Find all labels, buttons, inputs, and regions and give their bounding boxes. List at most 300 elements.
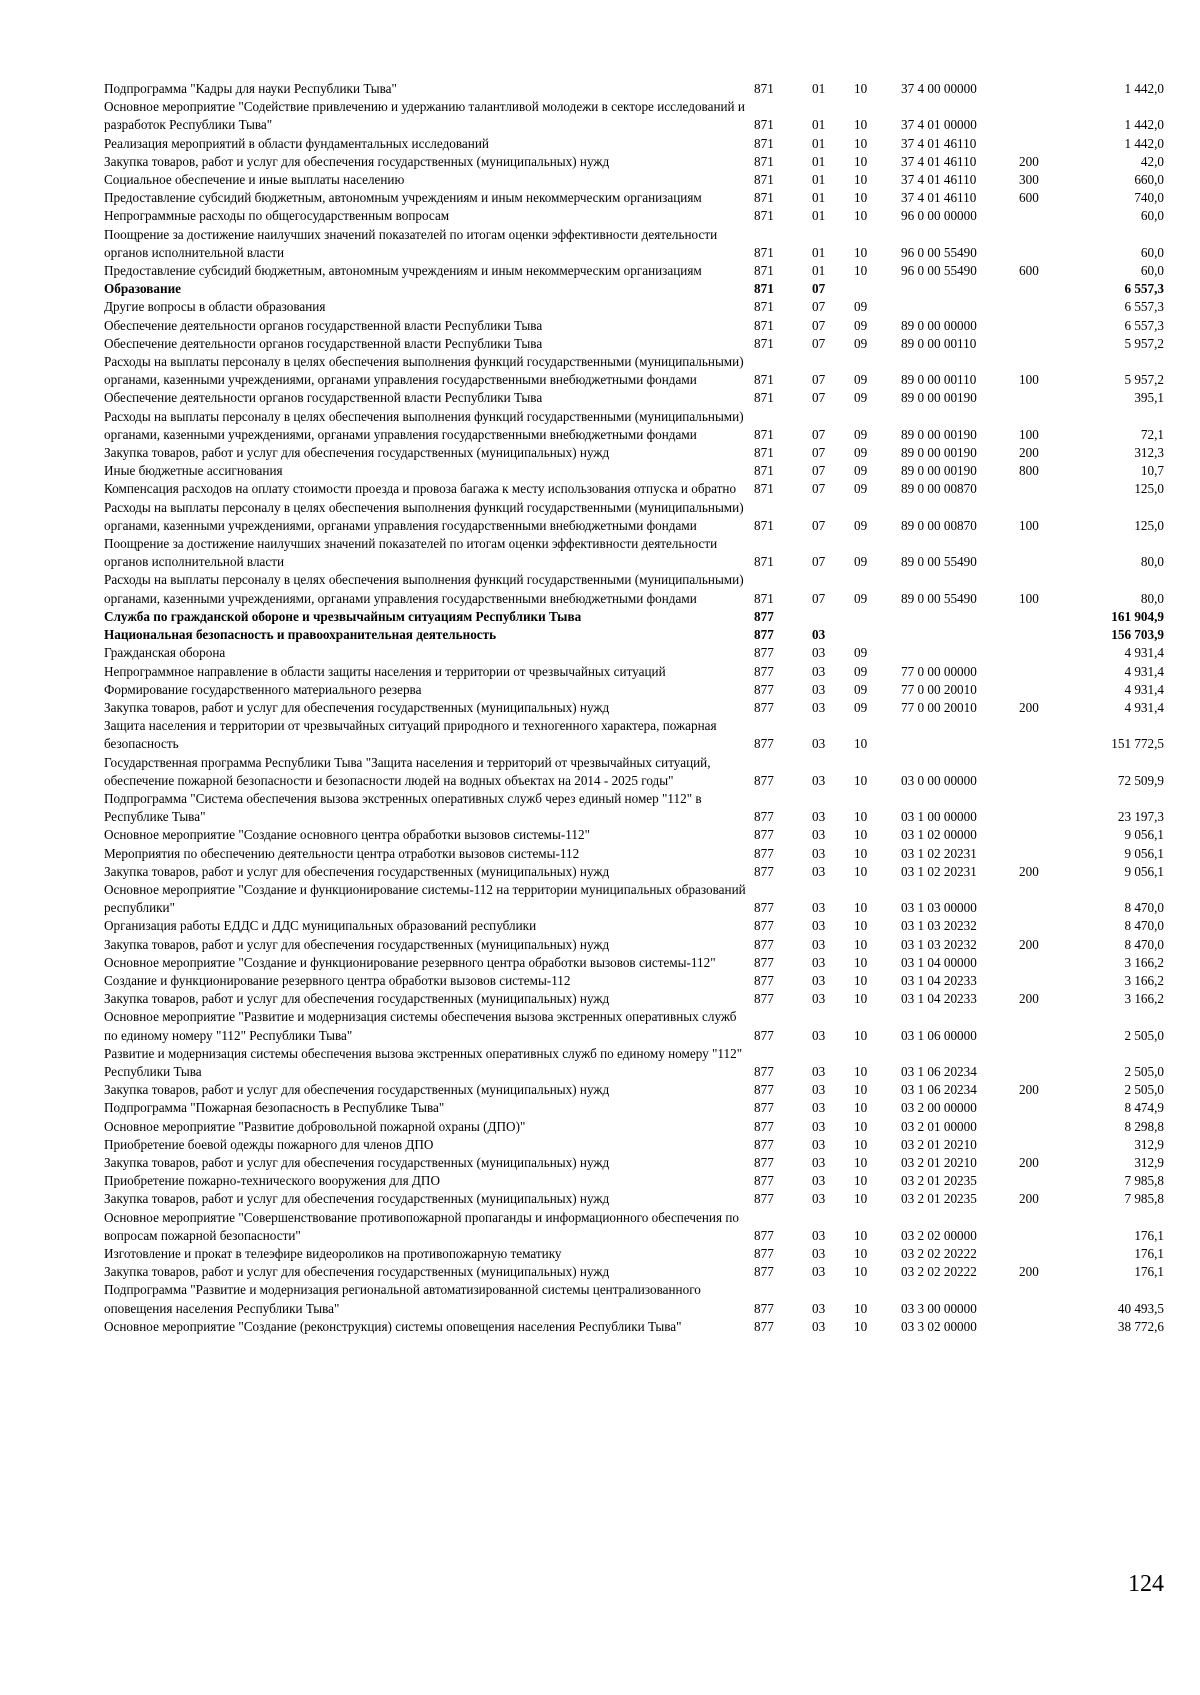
row-subsection-code: 10 — [854, 1318, 868, 1334]
row-ministry-code: 871 — [754, 590, 774, 606]
row-expense-type — [1019, 1318, 1069, 1336]
row-subsection-code: 09 — [854, 681, 868, 697]
row-section-code: 01 — [812, 190, 826, 206]
row-ministry-code: 871 — [754, 481, 774, 497]
row-amount: 151 772,5 — [1111, 736, 1164, 752]
row-ministry-code: 877 — [754, 900, 774, 916]
row-target-code — [901, 298, 1019, 316]
row-target-code: 03 2 01 00000 — [901, 1118, 977, 1134]
row-section-code: 03 — [812, 809, 826, 825]
table-row — [104, 335, 1164, 353]
row-expense-type: 200 — [1019, 445, 1039, 461]
row-target-code: 03 1 04 20233 — [901, 991, 977, 1007]
table-row — [104, 480, 1164, 498]
row-ministry-code: 877 — [754, 1063, 774, 1079]
row-name: Приобретение боевой одежды пожарного для членов ДПО — [104, 1136, 434, 1152]
row-amount: 72 509,9 — [1117, 772, 1164, 788]
row-target-code: 03 3 00 00000 — [901, 1300, 977, 1316]
row-expense-type — [1019, 681, 1069, 699]
row-section-code: 03 — [812, 1082, 826, 1098]
row-name: Служба по гражданской обороне и чрезвычайным ситуациям Республики Тыва — [104, 608, 582, 624]
row-subsection-code: 10 — [854, 736, 868, 752]
row-expense-type: 200 — [1019, 153, 1039, 169]
row-target-code: 96 0 00 55490 — [901, 244, 977, 260]
row-subsection-code: 09 — [854, 645, 868, 661]
table-row — [104, 80, 1164, 98]
row-target-code: 89 0 00 00870 — [901, 481, 977, 497]
row-section-code: 03 — [812, 1136, 826, 1152]
row-name: Основное мероприятие "Создание (реконструкция) системы оповещения населения Республики Тыва" — [104, 1318, 682, 1334]
row-ministry-code: 877 — [754, 699, 774, 715]
row-name: Реализация мероприятий в области фундаментальных исследований — [104, 135, 489, 151]
row-target-code: 37 4 00 00000 — [901, 81, 977, 96]
row-expense-type — [1019, 972, 1069, 990]
row-ministry-code: 877 — [754, 1191, 774, 1207]
row-name: Основное мероприятие "Создание основного центра обработки вызовов системы-112" — [104, 827, 590, 843]
row-target-code: 03 2 02 20222 — [901, 1246, 977, 1261]
table-row — [104, 317, 1164, 335]
table-row — [104, 863, 1164, 881]
row-name: Основное мероприятие "Содействие привлечению и удержанию талантливой молодежи в секторе исследований и разработок Республики Тыва" — [104, 99, 745, 133]
row-name: Закупка товаров, работ и услуг для обеспечения государственных (муниципальных) нужд — [104, 1154, 610, 1170]
row-expense-type — [1019, 80, 1069, 98]
row-name: Подпрограмма "Система обеспечения вызова экстренных оперативных служб через единый номер "112" в Республике Тыва" — [104, 790, 702, 825]
row-section-code: 01 — [812, 263, 826, 279]
row-expense-type — [1019, 754, 1069, 790]
row-expense-type — [1019, 1099, 1069, 1117]
table-row — [104, 1281, 1164, 1317]
row-section-code: 03 — [812, 845, 826, 861]
row-target-code: 03 1 02 00000 — [901, 827, 977, 843]
row-target-code: 89 0 00 55490 — [901, 590, 977, 606]
row-subsection-code: 09 — [854, 390, 868, 406]
row-expense-type — [1019, 954, 1069, 972]
row-amount: 3 166,2 — [1124, 954, 1164, 970]
row-subsection-code: 10 — [854, 1118, 868, 1134]
row-target-code: 03 2 02 20222 — [901, 1264, 977, 1280]
row-ministry-code: 877 — [754, 1246, 774, 1261]
row-ministry-code: 871 — [754, 317, 774, 333]
row-ministry-code: 877 — [754, 1154, 774, 1170]
row-section-code: 03 — [812, 1246, 826, 1261]
row-expense-type — [1019, 1209, 1069, 1245]
page-number: 124 — [1128, 1571, 1164, 1597]
table-row — [104, 845, 1164, 863]
row-amount: 6 557,3 — [1124, 299, 1164, 315]
row-ministry-code: 877 — [754, 936, 774, 952]
table-row — [104, 462, 1164, 480]
table-row — [104, 1245, 1164, 1263]
row-amount: 40 493,5 — [1117, 1300, 1164, 1316]
row-amount: 4 931,4 — [1124, 663, 1164, 679]
row-ministry-code: 877 — [754, 1136, 774, 1152]
row-target-code: 03 2 01 20235 — [901, 1191, 977, 1207]
table-row — [104, 1118, 1164, 1136]
row-ministry-code: 871 — [754, 263, 774, 279]
row-section-code: 07 — [812, 517, 826, 533]
row-subsection-code: 10 — [854, 244, 868, 260]
row-name: Социальное обеспечение и иные выплаты населению — [104, 172, 405, 188]
table-row — [104, 663, 1164, 681]
row-amount: 1 442,0 — [1124, 81, 1164, 96]
row-section-code: 07 — [812, 281, 826, 297]
table-row — [104, 826, 1164, 844]
row-subsection-code: 09 — [854, 699, 868, 715]
row-name: Предоставление субсидий бюджетным, автономным учреждениям и иным некоммерческим организациям — [104, 263, 702, 279]
row-name: Основное мероприятие "Развитие добровольной пожарной охраны (ДПО)" — [104, 1118, 526, 1134]
row-expense-type: 600 — [1019, 263, 1039, 279]
row-ministry-code: 871 — [754, 517, 774, 533]
row-section-code: 03 — [812, 918, 826, 934]
row-amount: 161 904,9 — [1111, 608, 1164, 624]
row-amount: 125,0 — [1134, 517, 1164, 533]
row-amount: 80,0 — [1140, 590, 1164, 606]
row-subsection-code: 09 — [854, 663, 868, 679]
row-subsection-code: 10 — [854, 1264, 868, 1280]
row-subsection-code: 10 — [854, 991, 868, 1007]
row-target-code: 89 0 00 55490 — [901, 554, 977, 570]
row-target-code: 03 1 04 20233 — [901, 972, 977, 988]
row-target-code: 77 0 00 20010 — [901, 699, 977, 715]
row-target-code — [901, 608, 1019, 626]
row-expense-type — [1019, 207, 1069, 225]
row-section-code: 03 — [812, 954, 826, 970]
row-ministry-code: 871 — [754, 372, 774, 388]
row-subsection-code — [854, 280, 901, 298]
row-target-code: 03 2 01 20210 — [901, 1154, 977, 1170]
row-section-code: 03 — [812, 772, 826, 788]
row-ministry-code: 871 — [754, 117, 774, 133]
row-subsection-code: 10 — [854, 1191, 868, 1207]
row-expense-type: 200 — [1019, 991, 1039, 1007]
row-ministry-code: 871 — [754, 299, 774, 315]
row-section-code: 07 — [812, 390, 826, 406]
row-target-code: 37 4 01 00000 — [901, 117, 977, 133]
row-section-code: 03 — [812, 936, 826, 952]
row-target-code — [901, 280, 1019, 298]
row-ministry-code: 871 — [754, 208, 774, 224]
row-name: Подпрограмма "Пожарная безопасность в Республике Тыва" — [104, 1100, 445, 1116]
row-section-code: 03 — [812, 681, 826, 697]
table-row — [104, 280, 1164, 298]
table-row — [104, 207, 1164, 225]
table-row — [104, 717, 1164, 753]
row-ministry-code: 877 — [754, 809, 774, 825]
row-section-code: 07 — [812, 554, 826, 570]
row-target-code: 96 0 00 00000 — [901, 208, 977, 224]
row-name: Создание и функционирование резервного центра обработки вызовов системы-112 — [104, 972, 571, 988]
row-amount: 5 957,2 — [1124, 335, 1164, 351]
row-subsection-code: 09 — [854, 426, 868, 442]
row-name: Непрограммные расходы по общегосударственным вопросам — [104, 208, 450, 224]
row-expense-type — [1019, 663, 1069, 681]
row-target-code: 03 1 06 20234 — [901, 1082, 977, 1098]
row-expense-type: 200 — [1019, 1154, 1039, 1170]
row-target-code: 77 0 00 20010 — [901, 681, 977, 697]
row-expense-type: 200 — [1019, 1264, 1039, 1280]
row-amount: 60,0 — [1140, 244, 1164, 260]
row-section-code: 01 — [812, 135, 826, 151]
row-subsection-code: 09 — [854, 590, 868, 606]
row-ministry-code: 871 — [754, 244, 774, 260]
row-name: Другие вопросы в области образования — [104, 299, 326, 315]
table-row — [104, 298, 1164, 316]
table-row — [104, 608, 1164, 626]
row-expense-type — [1019, 1118, 1069, 1136]
row-expense-type — [1019, 298, 1069, 316]
row-section-code: 03 — [812, 645, 826, 661]
row-name: Приобретение пожарно-технического вооружения для ДПО — [104, 1173, 440, 1189]
row-subsection-code: 10 — [854, 81, 868, 96]
row-section-code — [812, 608, 854, 626]
row-amount: 60,0 — [1140, 208, 1164, 224]
row-name: Обеспечение деятельности органов государственной власти Республики Тыва — [104, 335, 543, 351]
row-ministry-code: 877 — [754, 1100, 774, 1116]
row-ministry-code: 871 — [754, 463, 774, 479]
row-ministry-code: 877 — [754, 954, 774, 970]
row-subsection-code: 10 — [854, 1063, 868, 1079]
row-ministry-code: 871 — [754, 554, 774, 570]
row-section-code: 03 — [812, 1027, 826, 1043]
table-row — [104, 754, 1164, 790]
row-subsection-code: 10 — [854, 1082, 868, 1098]
row-amount: 2 505,0 — [1124, 1063, 1164, 1079]
row-amount: 125,0 — [1134, 481, 1164, 497]
row-expense-type: 100 — [1019, 517, 1039, 533]
row-ministry-code: 877 — [754, 991, 774, 1007]
row-subsection-code: 09 — [854, 299, 868, 315]
row-section-code: 07 — [812, 463, 826, 479]
table-row — [104, 389, 1164, 407]
row-name: Государственная программа Республики Тыва "Защита населения и территорий от чрезвычайных ситуаций, обеспечение пожарной безопасности и безопасности людей на водных объектах на 2014 - 2025 годы" — [104, 754, 711, 788]
row-target-code: 03 1 02 20231 — [901, 845, 977, 861]
row-ministry-code: 877 — [754, 972, 774, 988]
row-subsection-code: 10 — [854, 190, 868, 206]
row-amount: 23 197,3 — [1117, 809, 1164, 825]
row-amount: 42,0 — [1140, 153, 1164, 169]
row-section-code: 07 — [812, 426, 826, 442]
row-amount: 3 166,2 — [1124, 991, 1164, 1007]
row-name: Основное мероприятие "Создание и функционирование резервного центра обработки вызовов системы-112" — [104, 954, 716, 970]
row-section-code: 03 — [812, 827, 826, 843]
table-row — [104, 1209, 1164, 1245]
row-ministry-code: 871 — [754, 135, 774, 151]
budget-table — [104, 80, 1164, 1336]
row-expense-type: 200 — [1019, 699, 1039, 715]
row-amount: 156 703,9 — [1111, 627, 1164, 643]
row-expense-type: 300 — [1019, 172, 1039, 188]
row-subsection-code: 10 — [854, 1136, 868, 1152]
row-name: Мероприятия по обеспечению деятельности центра отработки вызовов системы-112 — [104, 845, 580, 861]
row-target-code: 03 2 01 20235 — [901, 1173, 977, 1189]
row-section-code: 03 — [812, 1191, 826, 1207]
row-name: Непрограммное направление в области защиты населения и территории от чрезвычайных ситуаций — [104, 663, 666, 679]
row-target-code — [901, 717, 1019, 753]
row-name: Расходы на выплаты персоналу в целях обеспечения выполнения функций государственными (муниципальными) органами, казенными учреждениями, органами управления государственными внебюджетными фондами — [104, 408, 744, 442]
row-name: Закупка товаров, работ и услуг для обеспечения государственных (муниципальных) нужд — [104, 1191, 610, 1207]
row-amount: 8 470,0 — [1124, 936, 1164, 952]
row-name: Поощрение за достижение наилучших значений показателей по итогам оценки эффективности деятельности органов исполнительной власти — [104, 536, 718, 570]
row-ministry-code: 877 — [754, 1264, 774, 1280]
table-row — [104, 499, 1164, 535]
row-subsection-code: 09 — [854, 481, 868, 497]
row-target-code — [901, 626, 1019, 644]
row-amount: 4 931,4 — [1124, 699, 1164, 715]
row-expense-type — [1019, 1281, 1069, 1317]
row-expense-type — [1019, 790, 1069, 826]
row-subsection-code: 09 — [854, 317, 868, 333]
row-target-code: 03 1 04 00000 — [901, 954, 977, 970]
row-ministry-code: 877 — [754, 772, 774, 788]
table-row — [104, 790, 1164, 826]
row-name: Закупка товаров, работ и услуг для обеспечения государственных (муниципальных) нужд — [104, 1082, 610, 1098]
row-expense-type: 800 — [1019, 463, 1039, 479]
row-ministry-code: 871 — [754, 153, 774, 169]
row-section-code: 01 — [812, 244, 826, 260]
row-subsection-code: 10 — [854, 900, 868, 916]
row-target-code: 89 0 00 00110 — [901, 372, 977, 388]
row-subsection-code: 10 — [854, 1154, 868, 1170]
row-name: Основное мероприятие "Совершенствование противопожарной пропаганды и информационного обеспечения по вопросам пожарной безопасности" — [104, 1209, 740, 1243]
row-amount: 8 298,8 — [1124, 1118, 1164, 1134]
row-target-code: 89 0 00 00000 — [901, 317, 977, 333]
row-target-code: 03 0 00 00000 — [901, 772, 977, 788]
row-amount: 176,1 — [1134, 1246, 1164, 1261]
row-subsection-code: 09 — [854, 463, 868, 479]
row-subsection-code: 10 — [854, 135, 868, 151]
row-subsection-code: 10 — [854, 1227, 868, 1243]
table-row — [104, 444, 1164, 462]
table-row — [104, 681, 1164, 699]
table-row — [104, 1154, 1164, 1172]
row-section-code: 01 — [812, 153, 826, 169]
row-section-code: 01 — [812, 117, 826, 133]
row-subsection-code: 09 — [854, 372, 868, 388]
row-section-code: 03 — [812, 736, 826, 752]
row-expense-type — [1019, 535, 1069, 571]
row-name: Закупка товаров, работ и услуг для обеспечения государственных (муниципальных) нужд — [104, 991, 610, 1007]
table-row — [104, 936, 1164, 954]
row-ministry-code: 877 — [754, 736, 774, 752]
row-target-code: 37 4 01 46110 — [901, 153, 977, 169]
table-row — [104, 262, 1164, 280]
row-amount: 8 470,0 — [1124, 918, 1164, 934]
row-subsection-code: 10 — [854, 972, 868, 988]
row-expense-type: 200 — [1019, 1082, 1039, 1098]
row-expense-type — [1019, 608, 1069, 626]
row-name: Закупка товаров, работ и услуг для обеспечения государственных (муниципальных) нужд — [104, 153, 610, 169]
row-ministry-code: 877 — [754, 1082, 774, 1098]
row-subsection-code: 10 — [854, 1100, 868, 1116]
table-row — [104, 1263, 1164, 1281]
row-target-code: 03 3 02 00000 — [901, 1318, 977, 1334]
row-section-code: 07 — [812, 335, 826, 351]
row-name: Обеспечение деятельности органов государственной власти Республики Тыва — [104, 390, 543, 406]
row-expense-type — [1019, 1045, 1069, 1081]
row-section-code: 01 — [812, 208, 826, 224]
row-expense-type: 100 — [1019, 372, 1039, 388]
row-ministry-code: 877 — [754, 1227, 774, 1243]
row-ministry-code: 877 — [754, 1118, 774, 1134]
row-amount: 2 505,0 — [1124, 1027, 1164, 1043]
row-name: Поощрение за достижение наилучших значений показателей по итогам оценки эффективности деятельности органов исполнительной власти — [104, 226, 718, 260]
row-name: Обеспечение деятельности органов государственной власти Республики Тыва — [104, 317, 543, 333]
table-row — [104, 1008, 1164, 1044]
row-target-code: 89 0 00 00870 — [901, 517, 977, 533]
table-row — [104, 1172, 1164, 1190]
row-name: Закупка товаров, работ и услуг для обеспечения государственных (муниципальных) нужд — [104, 936, 610, 952]
row-subsection-code: 10 — [854, 1027, 868, 1043]
row-ministry-code: 877 — [754, 645, 774, 661]
budget-table-body — [104, 80, 1164, 1336]
row-expense-type — [1019, 845, 1069, 863]
table-row — [104, 98, 1164, 134]
table-row — [104, 881, 1164, 917]
row-expense-type: 100 — [1019, 590, 1039, 606]
table-row — [104, 917, 1164, 935]
row-subsection-code: 10 — [854, 1173, 868, 1189]
row-amount: 38 772,6 — [1117, 1318, 1164, 1334]
row-ministry-code: 877 — [754, 1027, 774, 1043]
row-amount: 176,1 — [1134, 1264, 1164, 1280]
row-subsection-code: 09 — [854, 517, 868, 533]
row-amount: 4 931,4 — [1124, 681, 1164, 697]
row-target-code: 89 0 00 00190 — [901, 426, 977, 442]
row-amount: 5 957,2 — [1124, 372, 1164, 388]
row-target-code: 89 0 00 00110 — [901, 335, 977, 351]
row-section-code: 03 — [812, 1173, 826, 1189]
row-name: Образование — [104, 281, 182, 297]
row-target-code: 03 1 02 20231 — [901, 863, 977, 879]
row-name: Гражданская оборона — [104, 645, 226, 661]
table-row — [104, 990, 1164, 1008]
row-section-code: 03 — [812, 1264, 826, 1280]
row-amount: 6 557,3 — [1124, 281, 1164, 297]
table-row — [104, 171, 1164, 189]
table-row — [104, 535, 1164, 571]
row-target-code: 03 2 01 20210 — [901, 1136, 977, 1152]
row-amount: 395,1 — [1134, 390, 1164, 406]
row-subsection-code: 10 — [854, 263, 868, 279]
table-row — [104, 408, 1164, 444]
row-target-code: 77 0 00 00000 — [901, 663, 977, 679]
table-row — [104, 1099, 1164, 1117]
row-expense-type: 600 — [1019, 190, 1039, 206]
row-name: Расходы на выплаты персоналу в целях обеспечения выполнения функций государственными (муниципальными) органами, казенными учреждениями, органами управления государственными внебюджетными фондами — [104, 499, 744, 533]
row-name: Основное мероприятие "Развитие и модернизация системы обеспечения вызова экстренных оперативных служб по единому номеру "112" Республики Тыва" — [104, 1009, 737, 1043]
row-subsection-code: 10 — [854, 954, 868, 970]
row-name: Предоставление субсидий бюджетным, автономным учреждениям и иным некоммерческим организациям — [104, 190, 702, 206]
row-expense-type — [1019, 317, 1069, 335]
row-subsection-code: 10 — [854, 117, 868, 133]
row-target-code: 37 4 01 46110 — [901, 135, 977, 151]
row-name: Подпрограмма "Кадры для науки Республики Тыва" — [104, 81, 397, 96]
row-ministry-code: 877 — [754, 1318, 774, 1334]
row-amount: 3 166,2 — [1124, 972, 1164, 988]
row-section-code: 03 — [812, 663, 826, 679]
row-expense-type: 200 — [1019, 936, 1039, 952]
row-expense-type — [1019, 917, 1069, 935]
row-name: Расходы на выплаты персоналу в целях обеспечения выполнения функций государственными (муниципальными) органами, казенными учреждениями, органами управления государственными внебюджетными фондами — [104, 354, 744, 388]
row-ministry-code: 871 — [754, 335, 774, 351]
row-target-code: 03 1 00 00000 — [901, 809, 977, 825]
row-subsection-code: 09 — [854, 554, 868, 570]
row-subsection-code: 10 — [854, 208, 868, 224]
row-ministry-code: 877 — [754, 827, 774, 843]
row-expense-type — [1019, 626, 1069, 644]
row-name: Закупка товаров, работ и услуг для обеспечения государственных (муниципальных) нужд — [104, 699, 610, 715]
row-amount: 312,9 — [1134, 1136, 1164, 1152]
